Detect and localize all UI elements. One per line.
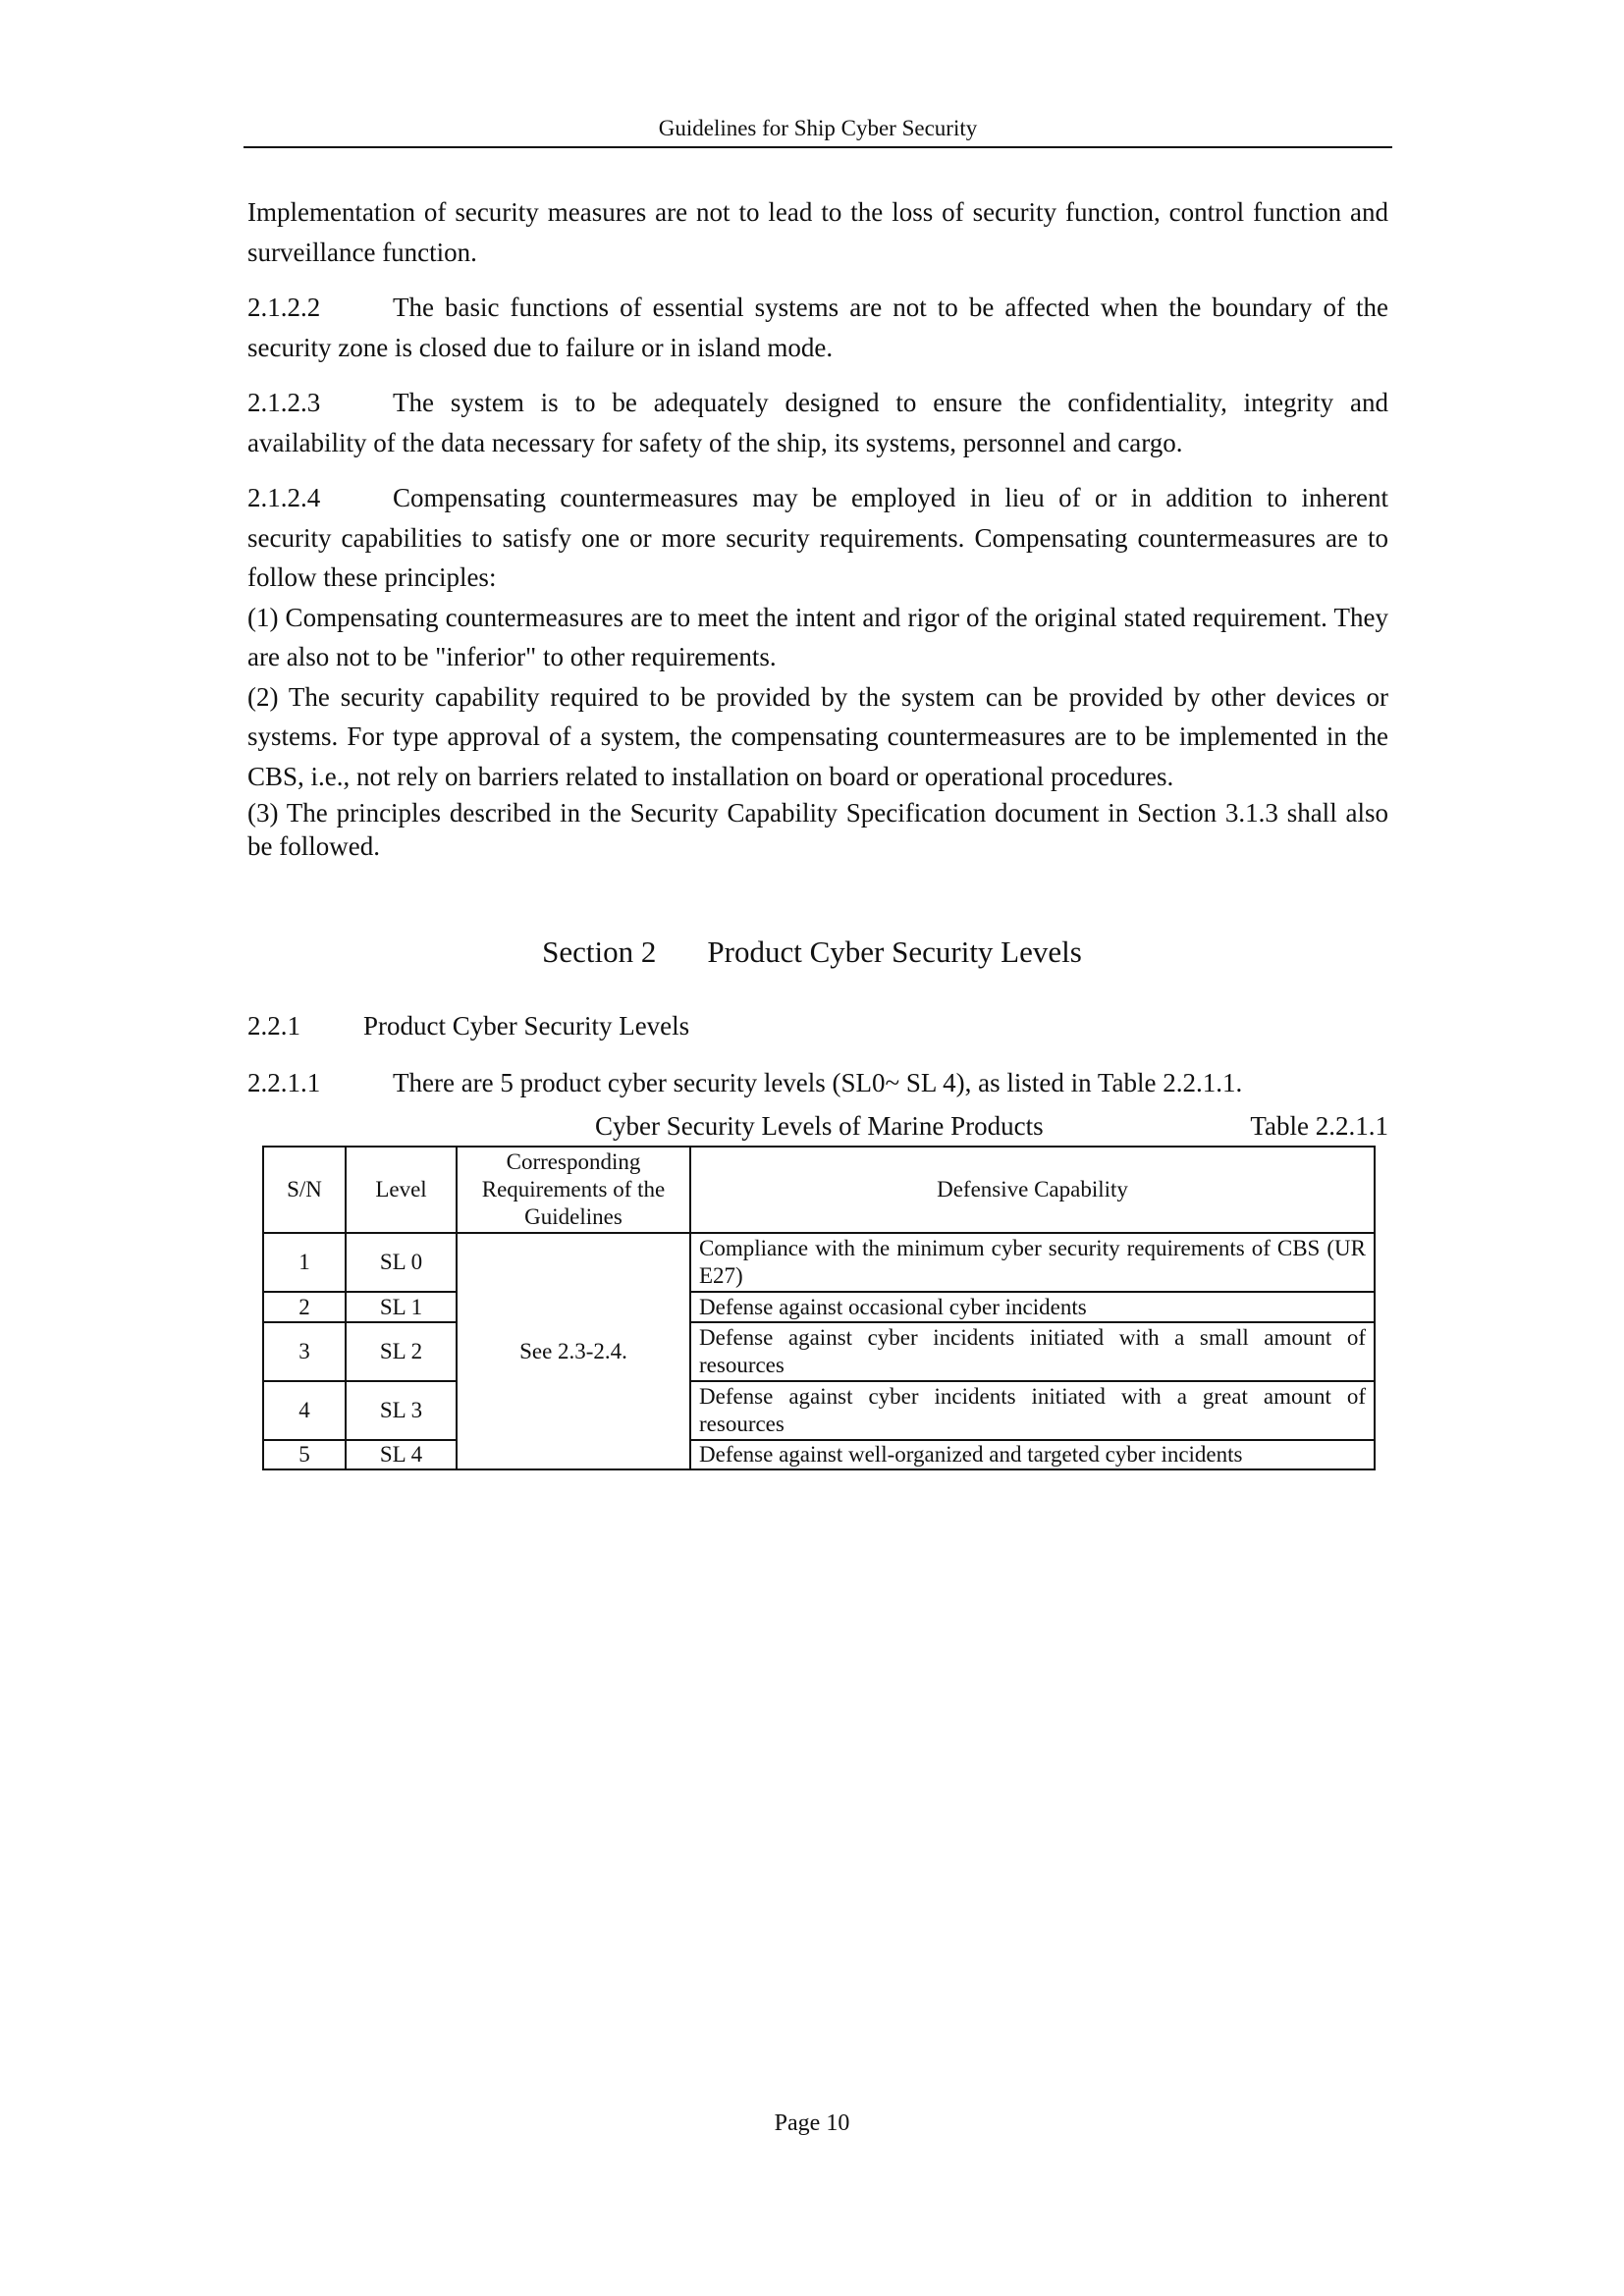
- table-row: [263, 1381, 1375, 1440]
- cell-capability: Defense against cyber incidents initiated with a small amount of resources: [690, 1322, 1375, 1381]
- clause-number: 2.1.2.4: [247, 483, 321, 512]
- clause-text: There are 5 product cyber security levels (SL0~ SL 4), as listed in Table 2.2.1.1.: [393, 1068, 1243, 1097]
- cell-sn: 1: [263, 1233, 346, 1292]
- running-header: Guidelines for Ship Cyber Security: [658, 116, 978, 140]
- paragraph-2-1-2-3: [247, 383, 1388, 462]
- paragraph-2-2-1-1: [247, 1068, 1388, 1098]
- header-sn: S/N: [263, 1147, 346, 1233]
- cell-sn: 3: [263, 1322, 346, 1381]
- table-row: [263, 1292, 1375, 1322]
- table-header-row: [263, 1147, 1375, 1233]
- table-caption-title: Cyber Security Levels of Marine Products: [595, 1111, 1044, 1141]
- cell-sn: 4: [263, 1381, 346, 1440]
- paragraph-2-1-2-4: [247, 478, 1388, 598]
- section-heading: [0, 934, 1624, 970]
- section-label: Section 2: [542, 934, 657, 969]
- cell-level: SL 2: [346, 1322, 457, 1381]
- body-text: [247, 192, 1388, 863]
- cell-level: SL 3: [346, 1381, 457, 1440]
- table-number: Table 2.2.1.1: [1250, 1111, 1388, 1141]
- header-requirements: Corresponding Requirements of the Guidelines: [457, 1147, 690, 1233]
- header-capability: Defensive Capability: [690, 1147, 1375, 1233]
- subsection-number: 2.2.1: [247, 1011, 300, 1041]
- table-row: [263, 1233, 1375, 1292]
- cell-capability: Compliance with the minimum cyber security requirements of CBS (UR E27): [690, 1233, 1375, 1292]
- cell-level: SL 1: [346, 1292, 457, 1322]
- cell-requirements-merged: See 2.3-2.4.: [457, 1233, 690, 1469]
- subsection-2-2-1: [247, 1011, 689, 1041]
- clause-number: 2.1.2.2: [247, 293, 321, 322]
- table-row: [263, 1440, 1375, 1469]
- header-rule: [244, 146, 1392, 148]
- table-caption: [247, 1111, 1388, 1143]
- principle-item-2: (2) The security capability required to be provided by the system can be provided by other devices or systems. For type approval of a system, the compensating countermeasures are to be implemented in the CBS, i.e., not rely on barriers related to installation on board or operational procedures.: [247, 681, 1388, 791]
- cell-capability: Defense against cyber incidents initiated with a great amount of resources: [690, 1381, 1375, 1440]
- table-row: [263, 1322, 1375, 1381]
- header-level: Level: [346, 1147, 457, 1233]
- cell-capability: Defense against well-organized and targeted cyber incidents: [690, 1440, 1375, 1469]
- page-number: Page 10: [774, 2110, 850, 2136]
- cell-capability: Defense against occasional cyber incidents: [690, 1292, 1375, 1322]
- cell-level: SL 4: [346, 1440, 457, 1469]
- clause-text: The system is to be adequately designed to ensure the confidentiality, integrity and availability of the data necessary for safety of the ship, its systems, personnel and cargo.: [247, 388, 1388, 457]
- cell-sn: 5: [263, 1440, 346, 1469]
- principle-item-3: (3) The principles described in the Security Capability Specification document in Section 3.1.3 shall also be followed.: [247, 798, 1388, 861]
- cell-sn: 2: [263, 1292, 346, 1322]
- clause-text: Compensating countermeasures may be employed in lieu of or in addition to inherent security capabilities to satisfy one or more security requirements. Compensating countermeasures are to follow these principles:: [247, 483, 1388, 592]
- paragraph-2-1-2-2: [247, 288, 1388, 367]
- clause-number: 2.1.2.3: [247, 388, 321, 417]
- intro-paragraph: Implementation of security measures are not to lead to the loss of security function, control function and surveillance function.: [247, 197, 1388, 267]
- cell-level: SL 0: [346, 1233, 457, 1292]
- subsection-title: Product Cyber Security Levels: [363, 1011, 690, 1041]
- security-levels-table: [262, 1146, 1376, 1470]
- clause-number: 2.2.1.1: [247, 1068, 321, 1097]
- clause-text: The basic functions of essential systems are not to be affected when the boundary of the security zone is closed due to failure or in island mode.: [247, 293, 1388, 362]
- section-title: Product Cyber Security Levels: [707, 934, 1082, 969]
- principle-item-1: (1) Compensating countermeasures are to meet the intent and rigor of the original stated requirement. They are also not to be "inferior" to other requirements.: [247, 602, 1388, 671]
